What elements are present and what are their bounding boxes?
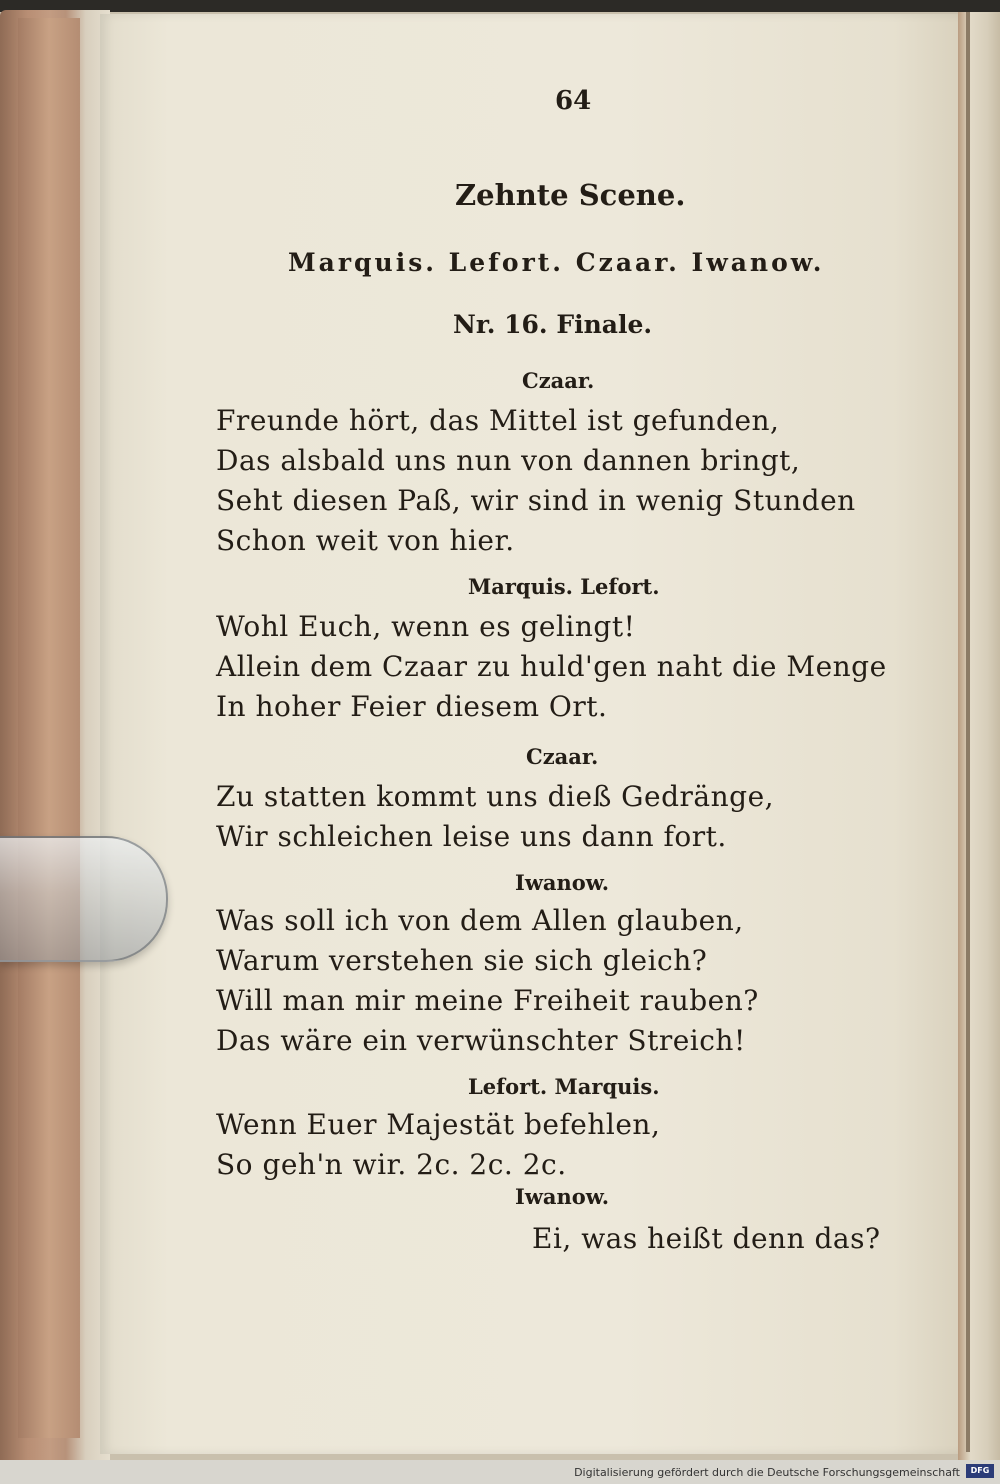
verse-line: So geh'n wir. 2c. 2c. 2c. [216,1148,567,1181]
speaker-name: Iwanow. [515,870,610,895]
verse-line: Warum verstehen sie sich gleich? [216,944,708,977]
digitization-credit: Digitalisierung gefördert durch die Deutsche Forschungsgemeinschaft [574,1466,960,1479]
speaker-name: Lefort. Marquis. [468,1074,660,1099]
verse-line: Ei, was heißt denn das? [532,1222,881,1255]
verse-line: In hoher Feier diesem Ort. [216,690,608,723]
verse-line: Zu statten kommt uns dieß Gedränge, [216,780,775,813]
speaker-name: Marquis. Lefort. [468,574,660,599]
verse-line: Wohl Euch, wenn es gelingt! [216,610,636,643]
right-page-shadow [966,12,970,1452]
spine-edge [18,18,80,1438]
verse-line: Wenn Euer Majestät befehlen, [216,1108,661,1141]
verse-line: Allein dem Czaar zu huld'gen naht die Menge [216,650,887,683]
speaker-name: Czaar. [526,744,599,769]
number-title: Nr. 16. Finale. [453,310,653,339]
verse-line: Was soll ich von dem Allen glauben, [216,904,744,937]
dfg-logo: DFG [966,1464,994,1478]
verse-line: Seht diesen Paß, wir sind in wenig Stunden [216,484,856,517]
cast-list: Marquis. Lefort. Czaar. Iwanow. [288,248,825,277]
verse-line: Wir schleichen leise uns dann fort. [216,820,727,853]
verse-line: Schon weit von hier. [216,524,515,557]
speaker-name: Czaar. [522,368,595,393]
page-clip [0,836,168,962]
scanner-background [0,0,1000,12]
scene-title: Zehnte Scene. [455,178,686,212]
verse-line: Will man mir meine Freiheit rauben? [216,984,759,1017]
speaker-name: Iwanow. [515,1184,610,1209]
page-number: 64 [555,86,592,116]
verse-line: Das wäre ein verwünschter Streich! [216,1024,746,1057]
verse-line: Freunde hört, das Mittel ist gefunden, [216,404,780,437]
right-page-edge [958,12,1000,1462]
verse-line: Das alsbald uns nun von dannen bringt, [216,444,801,477]
